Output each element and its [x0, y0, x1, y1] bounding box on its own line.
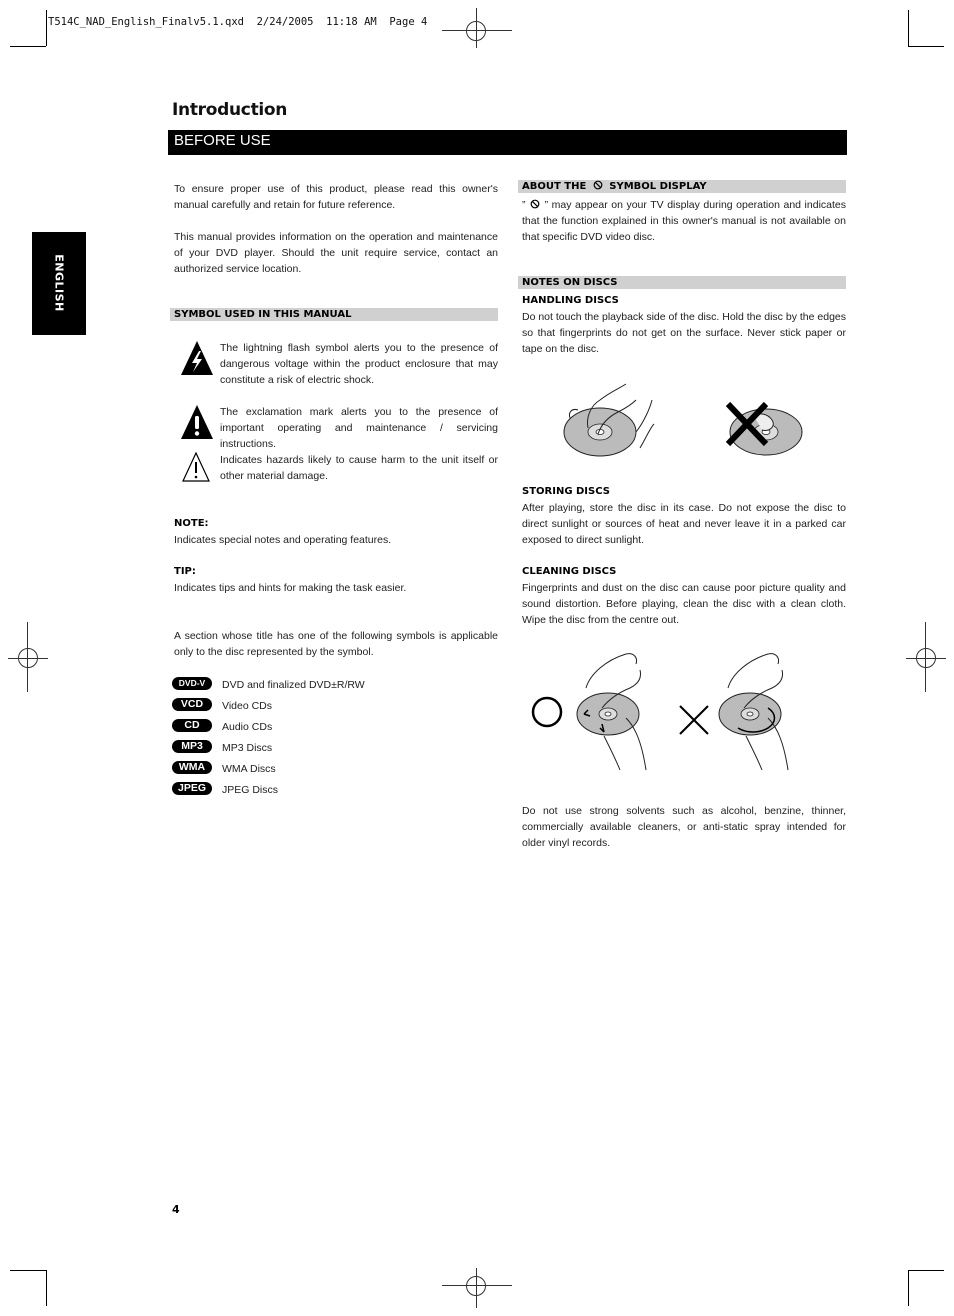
storing-text: After playing, store the disc in its case. Do not expose the disc to direct sunlight or sources of heat and never leave it in a parked car exposed to direct sunlight. [522, 502, 846, 546]
disc-badge-vcd: VCD [172, 698, 212, 711]
disc-badge-wma: WMA [172, 761, 212, 774]
incorrect-cleaning-illustration [716, 648, 800, 772]
language-tab [32, 232, 86, 335]
solvent-warning-text: Do not use strong solvents such as alcohol, benzine, thinner, commercially available cleaners, or anti-static spray intended for older vinyl records. [522, 805, 846, 849]
intro-paragraph-1: To ensure proper use of this product, please read this owner's manual carefully and retain for future reference. [174, 183, 498, 211]
disc-label-vcd: Video CDs [222, 700, 272, 712]
tip-text: Indicates tips and hints for making the task easier. [174, 582, 407, 594]
correct-cleaning-illustration [576, 648, 660, 772]
incorrect-disc-handling-illustration [718, 396, 808, 466]
disc-badge-dvd-v: DVD-V [172, 677, 212, 690]
about-symbol-heading [518, 180, 846, 193]
exclamation-warning-icon [180, 404, 214, 440]
correct-circle-icon [530, 695, 564, 729]
cleaning-heading: CLEANING DISCS [522, 566, 617, 577]
storing-heading: STORING DISCS [522, 486, 610, 497]
about-symbol-text [522, 197, 846, 245]
hazard-caution-icon [182, 452, 210, 482]
banner-bar [168, 130, 847, 155]
disc-label-dvd-v: DVD and finalized DVD±R/RW [222, 679, 365, 691]
tip-label: TIP: [174, 566, 196, 577]
about-body: ” may appear on your TV display during operation and indicates that the function explained in this owner's manual is not available on that specific DVD video disc. [522, 199, 846, 243]
language-tab-label: ENGLISH [52, 254, 66, 312]
disc-label-wma: WMA Discs [222, 763, 276, 775]
hazard-text: Indicates hazards likely to cause harm to the unit itself or other material damage. [220, 454, 498, 482]
notes-on-discs-heading: NOTES ON DISCS [518, 276, 846, 289]
note-label: NOTE: [174, 518, 209, 529]
correct-disc-handling-illustration [560, 378, 670, 468]
file-slug: T514C_NAD_English_Finalv5.1.qxd 2/24/2005 11:18 AM Page 4 [48, 16, 428, 28]
lightning-text: The lightning flash symbol alerts you to the presence of dangerous voltage within the product enclosure that may constitute a risk of electric shock. [220, 342, 498, 386]
cleaning-text: Fingerprints and dust on the disc can cause poor picture quality and sound distortion. Before playing, clean the disc with a clean cloth. Wipe the disc from the centre out. [522, 582, 846, 626]
about-heading-part-2: SYMBOL DISPLAY [609, 181, 707, 192]
disc-badge-mp3: MP3 [172, 740, 212, 753]
section-title: Introduction [172, 100, 288, 120]
lightning-warning-icon [180, 340, 214, 376]
disc-symbols-paragraph: A section whose title has one of the following symbols is applicable only to the disc represented by the symbol. [174, 630, 498, 658]
prohibited-inline-icon [530, 199, 540, 209]
note-text: Indicates special notes and operating features. [174, 534, 392, 546]
disc-label-mp3: MP3 Discs [222, 742, 273, 754]
intro-paragraph-2: This manual provides information on the operation and maintenance of your DVD player. Should the unit require service, contact an authorized service location. [174, 231, 498, 275]
disc-label-jpeg: JPEG Discs [222, 784, 279, 796]
about-quote-open: ” [522, 199, 526, 211]
disc-badge-cd: CD [172, 719, 212, 732]
symbol-heading: SYMBOL USED IN THIS MANUAL [170, 308, 498, 321]
handling-heading: HANDLING DISCS [522, 295, 619, 306]
exclamation-text: The exclamation mark alerts you to the presence of important operating and maintenance / servicing instructions. [220, 406, 498, 450]
banner-title: BEFORE USE [174, 132, 271, 149]
disc-badge-jpeg: JPEG [172, 782, 212, 795]
disc-label-cd: Audio CDs [222, 721, 273, 733]
about-heading-part-1: ABOUT THE [522, 181, 587, 192]
incorrect-cross-icon [676, 702, 712, 738]
handling-text: Do not touch the playback side of the disc. Hold the disc by the edges so that fingerprints do not get on the surface. Never stick paper or tape on the disc. [522, 311, 846, 355]
prohibited-icon [593, 180, 603, 190]
page-number: 4 [172, 1203, 180, 1216]
